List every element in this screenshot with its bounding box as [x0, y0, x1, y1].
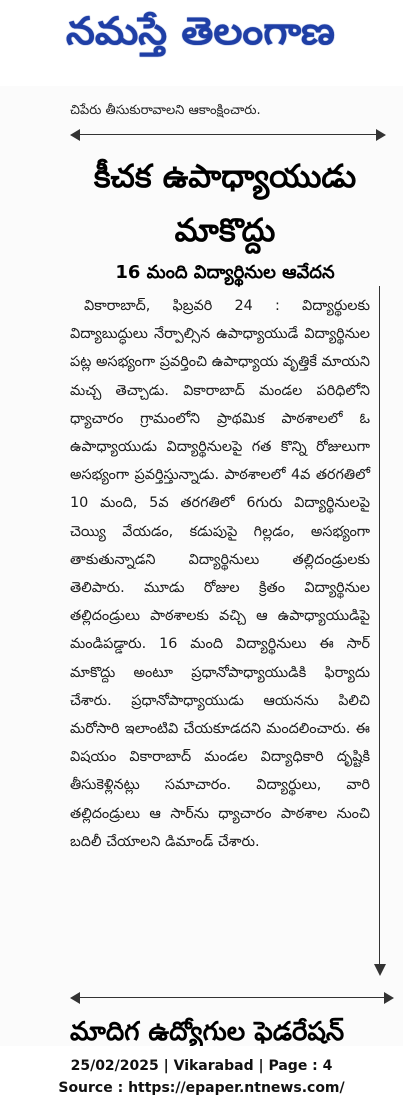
article-headline-line2: మాకొద్దు — [174, 211, 276, 249]
top-rule — [78, 134, 378, 135]
next-article-headline: మాదిగ ఉద్యోగుల ఫెడరేషన్ — [70, 1017, 345, 1046]
masthead-logo: నమస్తే తెలంగాణ — [66, 7, 335, 53]
article-subheadline: 16 మంది విద్యార్థినుల ఆవేదన — [115, 262, 335, 283]
right-arrow-icon — [376, 129, 386, 141]
article-body: వికారాబాద్, ఫిబ్రవరి 24 : విద్యార్థులకు విద్యాబుద్ధులు నేర్పాల్సిన ఉపాధ్యాయుడే విద్యార్థినుల పట్ల అసభ్యంగా ప్రవర్తించి ఉపాధ్యాయ వృత్తికే మాయని మచ్చ తెచ్చాడు. వికారాబాద్ మండల పరిధిలోని ధ్యాచారం గ్రామంలోని ప్రాథమిక పాఠశాలలో ఓ ఉపాధ్యాయుడు విద్యార్థినులపై గత కొన్ని రోజులుగా అసభ్యంగా ప్రవర్తిస్తున్నాడు. పాఠశాలలో 4వ తరగతిలో 10 మంది, 5వ తరగతిలో 6గురు విద్యార్థినులపై చెయ్యి వేయడం, కడుపుపై గిల్లడం, అసభ్యంగా తాకుతున్నాడని విద్యార్థినులు తల్లిదండ్రులకు తెలిపారు. మూడు రోజుల క్రితం విద్యార్థినుల తల్లిదండ్రులు పాఠశాలకు వచ్చి ఆ ఉపాధ్యాయుడిపై మండిపడ్డారు. 16 మంది విద్యార్థినులు ఈ సార్ మాకొద్దు అంటూ ప్రధానోపాధ్యాయుడికి ఫిర్యాదు చేశారు. ప్రధానోపాధ్యాయుడు ఆయనను పిలిచి మరోసారి ఇలాంటివి చేయకూడదని మందలించారు. ఈ విషయం వికారాబాద్ మండల విద్యాధికారి దృష్టికి తీసుకెళ్లినట్లు సమాచారం. విద్యార్థులు, వారి తల్లిదండ్రులు ఆ సార్‌ను ధ్యాచారం పాఠశాల నుంచి బదిలీ చేయాలని డిమాండ్ చేశారు. — [70, 298, 370, 850]
bottom-left-arrow-icon — [70, 992, 80, 1004]
footer-dateline: 25/02/2025 | Vikarabad | Page : 4 — [70, 1058, 333, 1074]
previous-article-tail: చిపేరు తీసుకురావాలని ఆకాంక్షించారు. — [70, 103, 261, 118]
article-headline-line1: కీచక ఉపాధ్యాయుడు — [93, 157, 357, 195]
left-arrow-icon — [70, 129, 80, 141]
bottom-right-arrow-icon — [384, 992, 394, 1004]
bottom-rule — [80, 997, 385, 998]
down-arrow-icon — [374, 964, 386, 976]
right-column-rule — [379, 286, 380, 966]
footer-source: Source : https://epaper.ntnews.com/ — [58, 1080, 345, 1096]
footer — [0, 1052, 403, 1120]
